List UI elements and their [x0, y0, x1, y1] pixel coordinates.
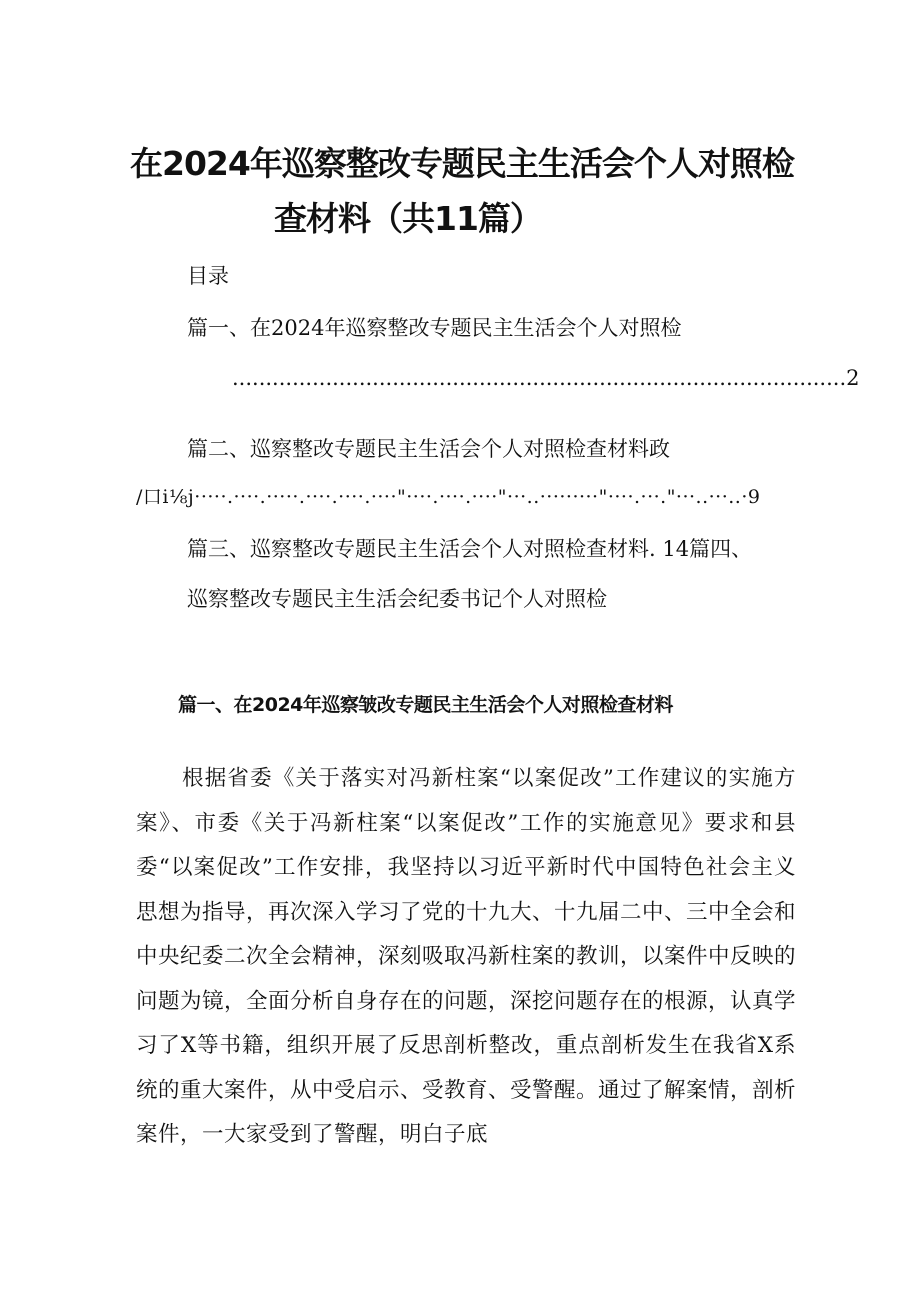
- section-heading: 篇一、在2024年巡察皱改专题民主生活会个人对照检查材料: [178, 694, 673, 716]
- toc-heading: 目录: [187, 264, 229, 288]
- toc-item-4: 巡察整改专题民主生活会纪委书记个人对照检: [187, 587, 607, 611]
- toc-item-1-leader: ............................................................................................2: [232, 366, 860, 390]
- toc-item-2: 篇二、巡察整改专题民主生活会个人对照检查材料政: [187, 437, 670, 461]
- document-title-line1: 在2024年巡察整改专题民主生活会个人对照检: [130, 144, 794, 183]
- toc-item-1: 篇一、在2024年巡察整改专题民主生活会个人对照检: [187, 316, 682, 340]
- document-title-line2: 查材料（共11篇）: [274, 199, 542, 238]
- toc-item-3: 篇三、巡察整改专题民主生活会个人对照检查材料. 14篇四、: [187, 537, 753, 561]
- toc-item-2-continuation: /口i⅛j·····.····.·····.····.····.····"····.····.····"···..·········"····.···."···..···..·9: [136, 486, 761, 508]
- body-paragraph: 根据省委《关于落实对冯新柱案“以案促改”工作建议的实施方案》、市委《关于冯新柱案“以案促改”工作的实施意见》要求和县委“以案促改”工作安排，我坚持以习近平新时代中国特色社会主义思想为指导，再次深入学习了党的十九大、十九届二中、三中全会和中央纪委二次全会精神，深刻吸取冯新柱案的教训，以案件中反映的问题为镜，全面分析自身存在的问题，深挖问题存在的根源，认真学习了X等书籍，组织开展了反思剖析整改，重点剖析发生在我省X系统的重大案件，从中受启示、受教育、受警醒。通过了解案情，剖析案件，一大家受到了警醒，明白子底: [136, 766, 797, 1147]
